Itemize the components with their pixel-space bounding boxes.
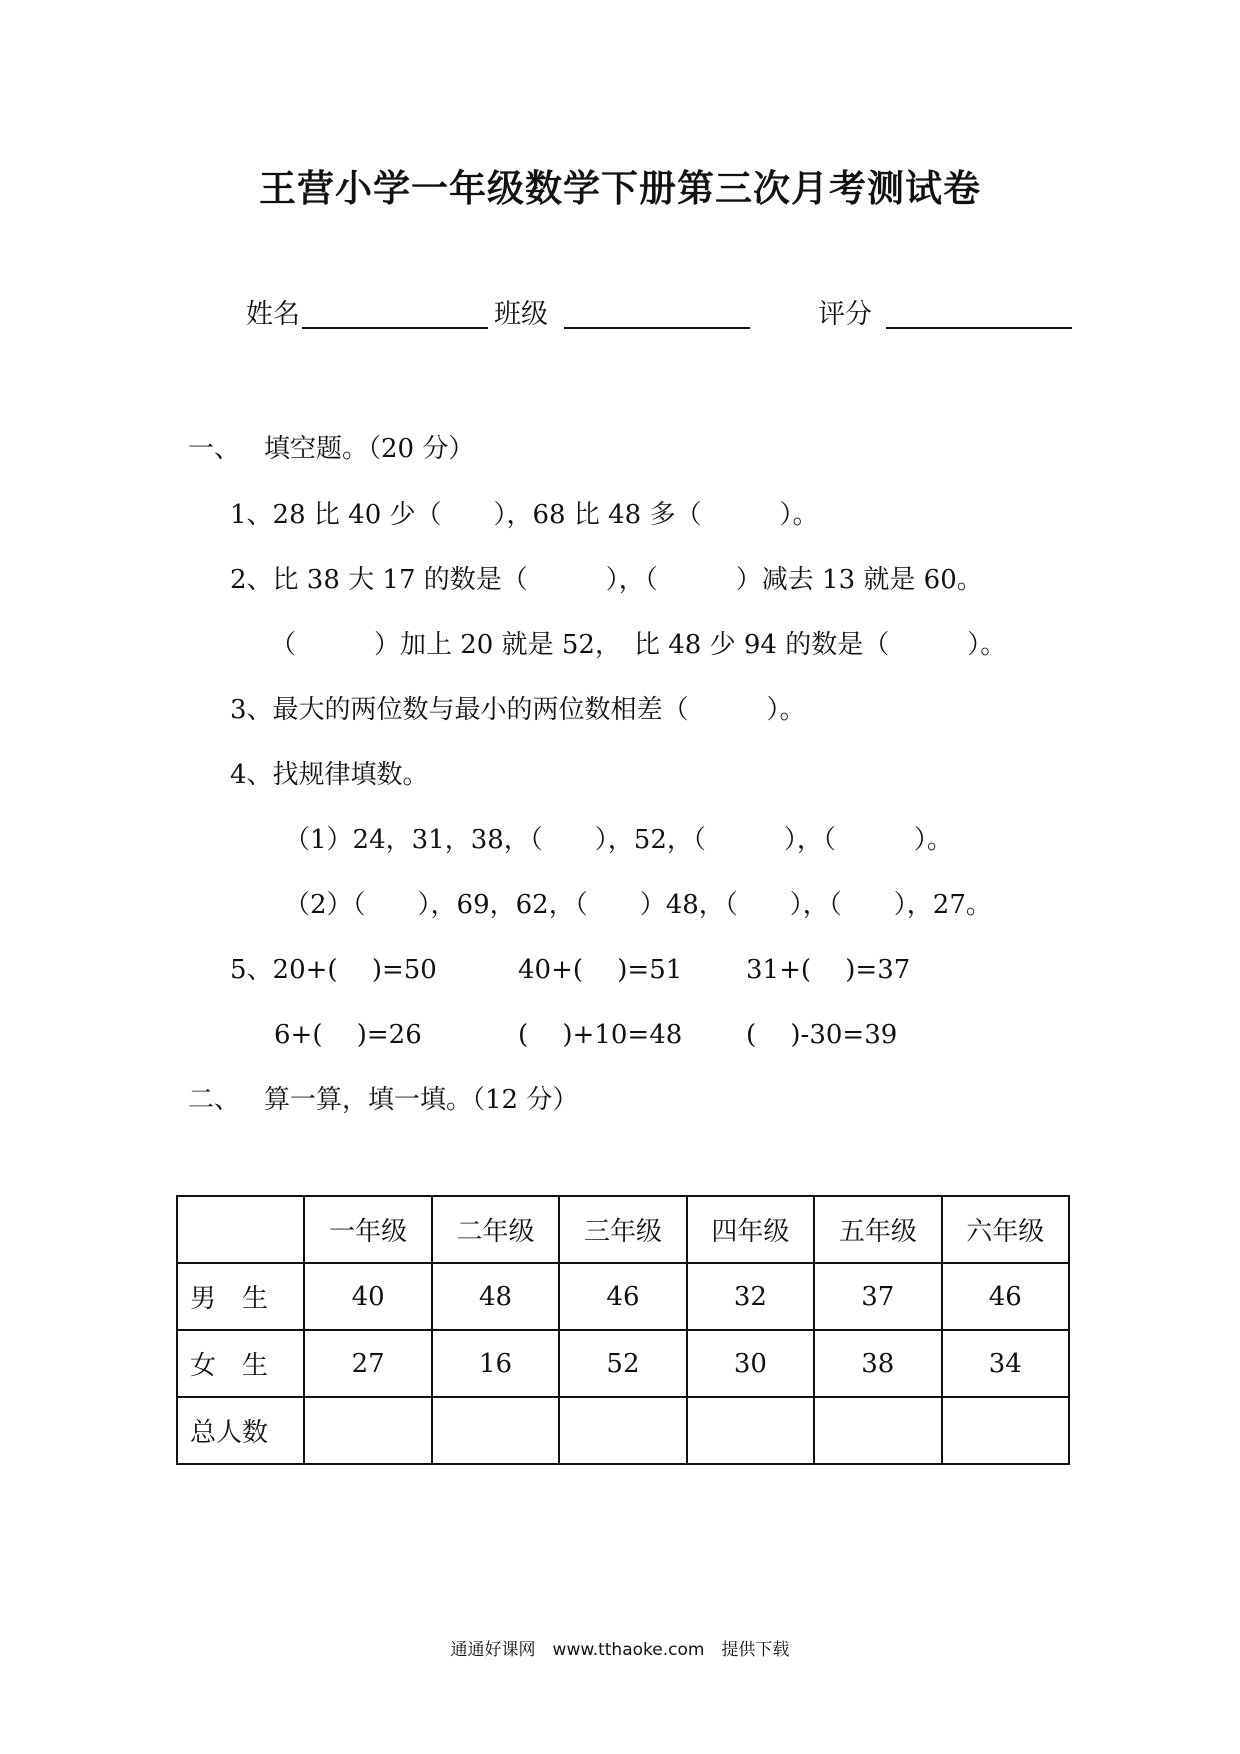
equation: ( )+10=48 bbox=[518, 1020, 683, 1050]
question-line: （ ）加上 20 就是 52， 比 48 少 94 的数是（ ）。 bbox=[270, 630, 1007, 660]
row-label: 男 生 bbox=[177, 1263, 304, 1330]
table-header-cell: 二年级 bbox=[432, 1196, 559, 1263]
answer-cell[interactable] bbox=[942, 1397, 1069, 1464]
table-header-cell: 六年级 bbox=[942, 1196, 1069, 1263]
table-row bbox=[177, 1263, 1069, 1330]
class-field[interactable] bbox=[564, 327, 750, 329]
question-line: 1、28 比 40 少（ ），68 比 48 多（ ）。 bbox=[230, 500, 819, 530]
table-cell: 27 bbox=[304, 1330, 431, 1397]
score-field[interactable] bbox=[886, 327, 1072, 329]
answer-cell[interactable] bbox=[559, 1397, 686, 1464]
table-header-row bbox=[177, 1196, 1069, 1263]
name-field[interactable] bbox=[302, 327, 488, 329]
equation: 6+( )=26 bbox=[274, 1020, 422, 1050]
table-header-cell: 四年级 bbox=[687, 1196, 814, 1263]
question-line: （1）24，31，38，（ ），52，（ ），（ ）。 bbox=[284, 825, 953, 855]
table-cell: 37 bbox=[814, 1263, 941, 1330]
table-cell: 46 bbox=[559, 1263, 686, 1330]
students-table bbox=[176, 1195, 1070, 1465]
page-title: 王营小学一年级数学下册第三次月考测试卷 bbox=[259, 167, 981, 210]
name-label: 姓名 bbox=[246, 299, 300, 330]
question-line: 3、最大的两位数与最小的两位数相差（ ）。 bbox=[230, 695, 806, 725]
question-line: 2、比 38 大 17 的数是（ ），（ ）减去 13 就是 60。 bbox=[230, 565, 983, 595]
table-cell: 32 bbox=[687, 1263, 814, 1330]
question-line: 4、找规律填数。 bbox=[230, 760, 429, 790]
section2-number: 二、 bbox=[188, 1085, 241, 1115]
table-header-cell: 五年级 bbox=[814, 1196, 941, 1263]
table-cell: 34 bbox=[942, 1330, 1069, 1397]
table-cell: 40 bbox=[304, 1263, 431, 1330]
equation: 5、20+( )=50 bbox=[230, 955, 437, 985]
table-cell: 52 bbox=[559, 1330, 686, 1397]
table-cell: 30 bbox=[687, 1330, 814, 1397]
section1-number: 一、 bbox=[188, 434, 241, 464]
table-cell: 48 bbox=[432, 1263, 559, 1330]
answer-cell[interactable] bbox=[687, 1397, 814, 1464]
row-label: 总人数 bbox=[177, 1397, 304, 1464]
section1-heading: 填空题。（20 分） bbox=[264, 434, 475, 464]
class-label: 班级 bbox=[494, 299, 548, 330]
table-header-cell: 一年级 bbox=[304, 1196, 431, 1263]
question-line: （2）（ ），69，62，（ ）48，（ ），（ ），27。 bbox=[284, 890, 992, 920]
answer-cell[interactable] bbox=[432, 1397, 559, 1464]
table-row bbox=[177, 1397, 1069, 1464]
table-cell: 16 bbox=[432, 1330, 559, 1397]
equation: 31+( )=37 bbox=[746, 955, 911, 985]
footer-text: 通通好课网 www.tthaoke.com 提供下载 bbox=[450, 1640, 790, 1660]
row-label: 女 生 bbox=[177, 1330, 304, 1397]
equation: 40+( )=51 bbox=[518, 955, 683, 985]
table-cell: 38 bbox=[814, 1330, 941, 1397]
equation: ( )-30=39 bbox=[746, 1020, 898, 1050]
table-cell: 46 bbox=[942, 1263, 1069, 1330]
answer-cell[interactable] bbox=[304, 1397, 431, 1464]
table-header-cell: 三年级 bbox=[559, 1196, 686, 1263]
section2-heading: 算一算，填一填。（12 分） bbox=[264, 1085, 579, 1115]
score-label: 评分 bbox=[818, 299, 872, 330]
table-header-cell bbox=[177, 1196, 304, 1263]
table-row bbox=[177, 1330, 1069, 1397]
answer-cell[interactable] bbox=[814, 1397, 941, 1464]
